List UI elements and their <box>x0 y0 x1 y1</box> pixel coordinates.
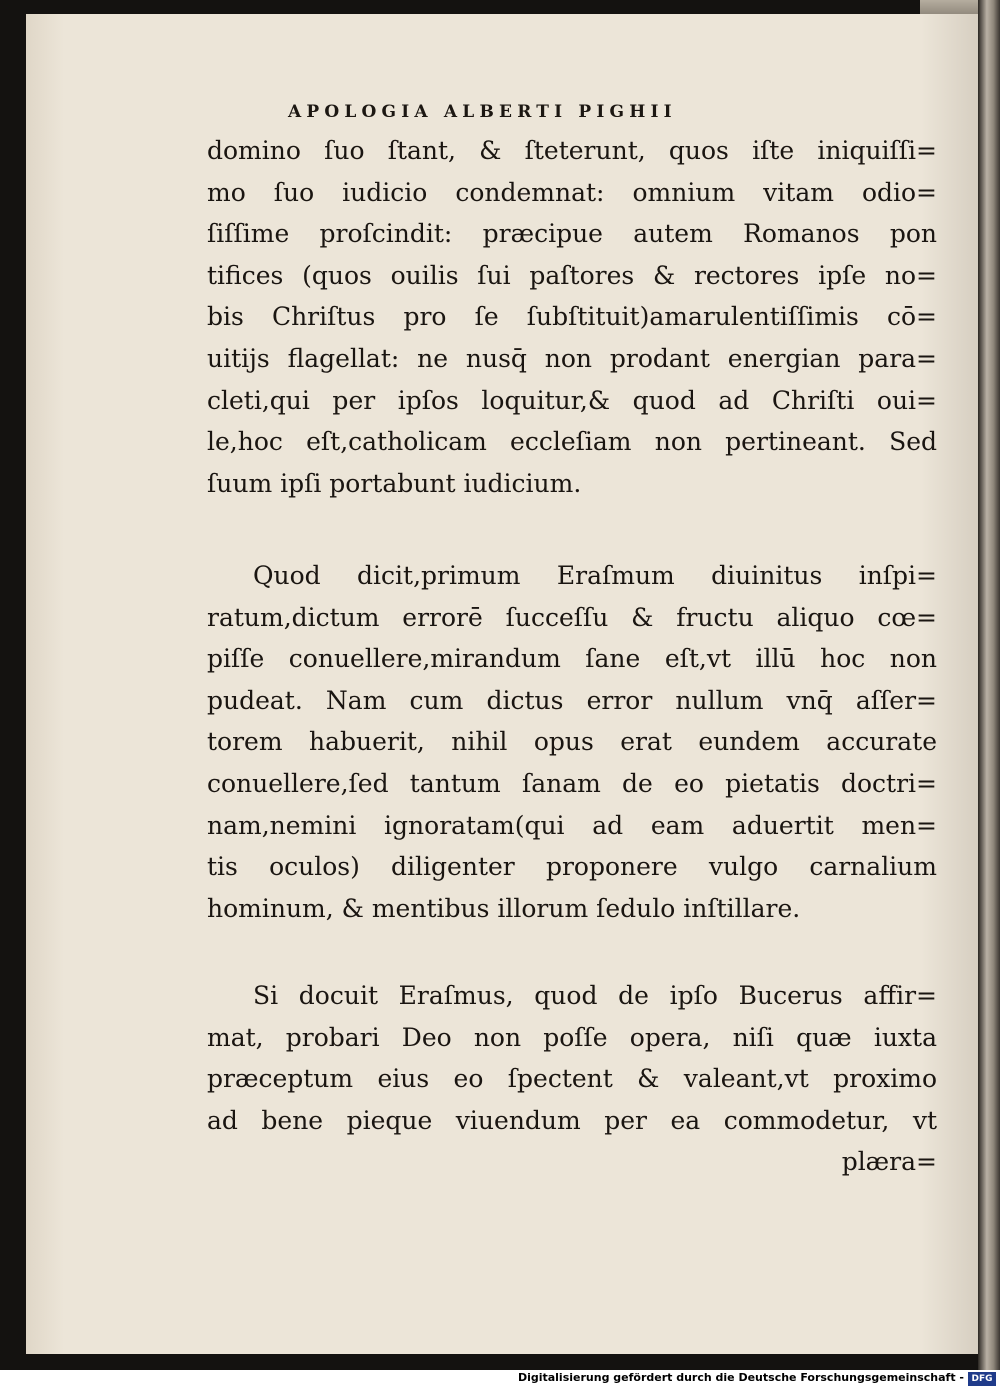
text-line: torem habuerit, nihil opus erat eundem accurate <box>207 727 937 757</box>
text-line: domino ſuo ſtant, & ſteterunt, quos iſte iniquiſſi= <box>207 136 937 165</box>
catchword: plæra= <box>841 1147 937 1177</box>
text-line: conuellere,ſed tantum ſanam de eo pietatis doctri= <box>207 768 937 798</box>
text-line: ſiſſime proſcindit: præcipue autem Romanos pon <box>207 219 937 249</box>
text-line: le,hoc eſt,catholicam eccleſiam non pertineant. Sed <box>207 427 937 457</box>
text-line: ad bene pieque viuendum per ea commodetur, vt <box>207 1105 937 1135</box>
page-edge-right <box>978 0 1000 1370</box>
text-line: bis Chriſtus pro ſe ſubſtituit)amarulentiſſimis cō= <box>207 302 937 332</box>
text-line: piſſe conuellere,mirandum ſane eſt,vt illū hoc non <box>207 644 937 674</box>
text-line: pudeat. Nam cum dictus error nullum vnq̄ aſſer= <box>207 685 937 715</box>
text-line: Si docuit Eraſmus, quod de ipſo Bucerus affir= <box>253 981 937 1010</box>
text-line: præceptum eius eo ſpectent & valeant,vt proximo <box>207 1064 937 1094</box>
text-line: tis oculos) diligenter proponere vulgo carnalium <box>207 852 937 882</box>
text-line: Quod dicit,primum Eraſmum diuinitus inſpi= <box>253 561 937 590</box>
text-line: ſuum ipſi portabunt iudicium. <box>207 468 582 498</box>
text-line: cleti,qui per ipſos loquitur,& quod ad Chriſti oui= <box>207 385 937 415</box>
footer-credit: Digitalisierung gefördert durch die Deutsche Forschungsgemeinschaft - <box>517 1371 964 1384</box>
text-line: hominum, & mentibus illorum ſedulo inſtillare. <box>207 893 801 923</box>
running-head: APOLOGIA ALBERTI PIGHII <box>288 102 677 122</box>
text-line: nam,nemini ignoratam(qui ad eam aduertit men= <box>207 810 937 840</box>
text-line: mat, probari Deo non poſſe opera, niſi quæ iuxta <box>207 1022 937 1052</box>
text-line: tifices (quos ouilis ſui paſtores & rectores ipſe no= <box>207 260 937 290</box>
text-line: ratum,dictum errorē ſucceſſu & fructu aliquo cœ= <box>207 602 937 632</box>
paragraph-3 <box>207 975 937 1183</box>
paragraph-2 <box>207 555 937 929</box>
text-line: uitijs flagellat: ne nusq̄ non prodant energian para= <box>207 343 937 373</box>
text-line: mo ſuo iudicio condemnat: omnium vitam odio= <box>207 177 937 207</box>
dfg-logo: DFG <box>968 1372 996 1386</box>
paragraph-1 <box>207 130 937 504</box>
